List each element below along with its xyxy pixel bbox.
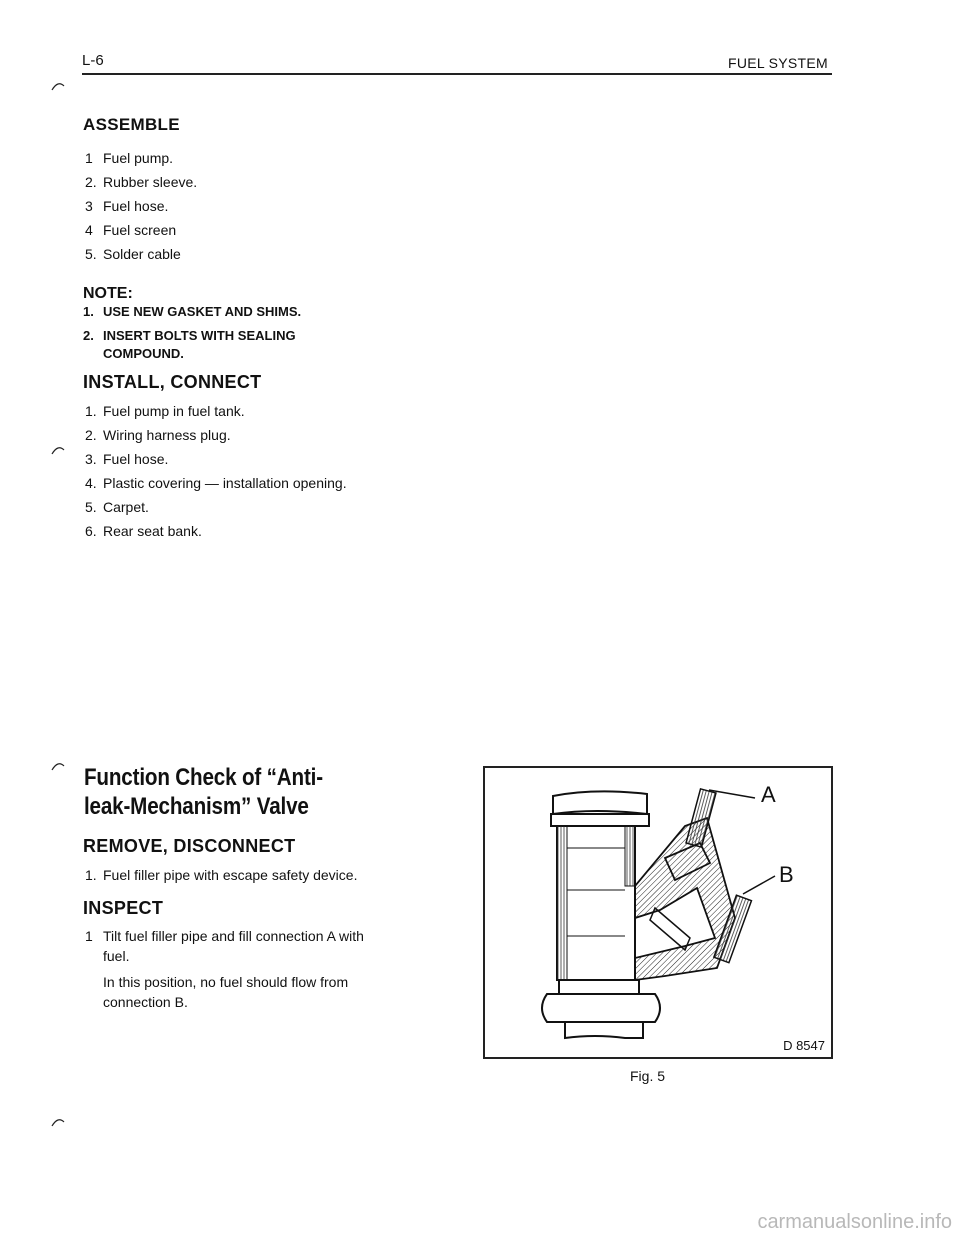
list-item: 5. Carpet. bbox=[85, 499, 149, 515]
list-item: 1. Fuel filler pipe with escape safety device. bbox=[85, 867, 358, 883]
install-list bbox=[85, 399, 347, 543]
list-item: 4 Fuel screen bbox=[85, 222, 177, 238]
note-item: 1. USE NEW GASKET AND SHIMS. bbox=[83, 304, 302, 319]
inspect-note: In this position, no fuel should flow from bbox=[103, 974, 349, 990]
remove-heading: REMOVE, DISCONNECT bbox=[83, 836, 296, 856]
margin-mark-icon bbox=[50, 78, 66, 94]
note-item-continued: COMPOUND. bbox=[103, 346, 184, 361]
list-item: 4. Plastic covering — installation opening. bbox=[85, 475, 347, 491]
margin-mark-icon bbox=[50, 1114, 66, 1130]
label-a: A bbox=[761, 782, 776, 807]
install-heading: INSTALL, CONNECT bbox=[83, 372, 262, 392]
header-rule bbox=[82, 73, 832, 75]
margin-mark-icon bbox=[50, 758, 66, 774]
figure-frame bbox=[483, 766, 833, 1059]
list-item: 2. Wiring harness plug. bbox=[85, 427, 231, 443]
assemble-list bbox=[85, 146, 197, 266]
list-item: 3 Fuel hose. bbox=[85, 198, 169, 214]
inspect-heading: INSPECT bbox=[83, 898, 164, 918]
note-item: 2. INSERT BOLTS WITH SEALING bbox=[83, 328, 296, 343]
section-title: FUEL SYSTEM bbox=[727, 55, 828, 71]
remove-list bbox=[85, 863, 357, 887]
note-heading: NOTE: bbox=[83, 285, 133, 302]
leader-line-b bbox=[743, 876, 775, 894]
list-item: 5. Solder cable bbox=[85, 246, 181, 262]
list-item: 1 Fuel pump. bbox=[85, 150, 174, 166]
page-number: L-6 bbox=[82, 52, 104, 69]
list-item: 2. Rubber sleeve. bbox=[85, 174, 198, 190]
figure-caption: Fig. 5 bbox=[630, 1068, 666, 1084]
list-item: 6. Rear seat bank. bbox=[85, 523, 202, 539]
margin-mark-icon bbox=[50, 442, 66, 458]
assemble-heading: ASSEMBLE bbox=[83, 115, 180, 134]
figure-code: D 8547 bbox=[783, 1038, 825, 1053]
inspect-step: 1 Tilt fuel filler pipe and fill connection A with fuel. In this position, no fuel should flow from connection B. bbox=[85, 926, 415, 1012]
label-b: B bbox=[779, 862, 794, 887]
note-list bbox=[83, 303, 301, 363]
list-item: 1. Fuel pump in fuel tank. bbox=[85, 403, 245, 419]
valve-diagram bbox=[485, 768, 831, 1057]
watermark: carmanualsonline.info bbox=[757, 1211, 952, 1233]
section-title: Function Check of “Anti- leak-Mechanism” Valve bbox=[84, 764, 323, 820]
list-item: 3. Fuel hose. bbox=[85, 451, 169, 467]
